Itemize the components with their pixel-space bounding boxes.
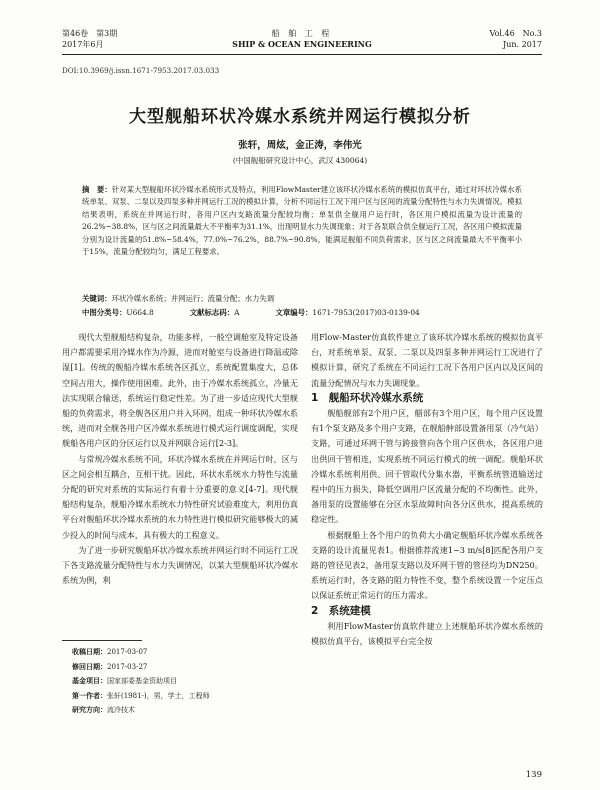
clc-label: 中图分类号： bbox=[82, 308, 127, 317]
revised-date bbox=[72, 660, 298, 675]
fund bbox=[72, 674, 298, 689]
section-heading-1: 1 舰船环状冷媒水系统 bbox=[311, 391, 424, 404]
issue-date-en: Jun. 2017 bbox=[503, 40, 542, 49]
keywords bbox=[82, 293, 522, 304]
research-value: 流冷技术 bbox=[107, 706, 135, 714]
doi: DOI:10.3969/j.issn.1671-7953.2017.03.033 bbox=[62, 66, 220, 75]
section-heading-2: 2 系统建模 bbox=[311, 604, 371, 617]
classification-line bbox=[82, 307, 522, 318]
document-code bbox=[190, 307, 240, 318]
author-label: 第一作者： bbox=[72, 690, 107, 700]
article-label: 文章编号： bbox=[275, 308, 313, 317]
body-paragraph: 根据舰船上各个用户的负荷大小确定舰船环状冷媒水系统各支路的设计流量见表1。根据推荐流速1~3 m/s[8]匹配各用户支路的管径见表2，备用泵支路以及环网干管的管径均为DN250。系统运行时，各支路的阻力特性不变，整个系统设置一个定压点以保证系统正常运行的压力需求。 bbox=[311, 529, 543, 601]
affiliation: (中国舰船研究设计中心，武汉 430064) bbox=[232, 156, 368, 165]
received-value: 2017-03-07 bbox=[107, 648, 148, 656]
abstract bbox=[82, 184, 522, 258]
article-value: 1671-7953(2017)03-0139-04 bbox=[312, 308, 420, 317]
journal-name-en: SHIP & OCEAN ENGINEERING bbox=[232, 39, 372, 49]
received-label: 收稿日期： bbox=[72, 647, 107, 656]
volume-issue: 第46卷 第3期 bbox=[62, 29, 118, 38]
abstract-label: 摘 要： bbox=[82, 185, 112, 194]
body-paragraph: 用Flow-Master仿真软件建立了该环状冷媒水系统的模拟仿真平台，对系统单泵、双泵、二泵以及四泵多种并网运行工况进行了模拟计算，研究了系统在不同运行工况下各用户区内以及区间的流量分配情况与水力失调现象。 bbox=[311, 332, 543, 388]
issue-date: 2017年6月 bbox=[62, 40, 104, 49]
fund-label: 基金项目： bbox=[72, 676, 107, 685]
body-paragraph: 舰船舰部有2个用户区，艏部有3个用户区，每个用户区设置有1个泵支路及多个用户支路，在舰船舯部设置备用泵（冷气站）支路，可通过环网干管与跨接管向各个用户区供水，各区用户进出供回干管相连，实现系统不同运行模式的统一调配。舰船环状冷媒水系统利用供、回干管取代分集水器，平衡系统管道输送过程中的压力损失，降低空调用户区流量分配的不均衡性。此外，备用泵的设置能够在分区水泵故障时向各分区供水，提高系统的稳定性。 bbox=[311, 408, 543, 525]
doc-code-value: A bbox=[234, 308, 240, 317]
header-rule bbox=[62, 54, 542, 55]
keywords-label: 关键词： bbox=[82, 294, 112, 303]
research-direction bbox=[72, 703, 298, 718]
body-paragraph: 与常规冷媒水系统不同，环状冷媒水系统在并网运行时，区与区之间会相互耦合，互相干扰。因此，环状水系统水力特性与流量分配的研究对系统的实际运行有着十分重要的意义[4-7]。现代舰船结构复杂，舰船冷媒水系统水力特性研究试验难度大，利用仿真平台对舰船环状冷媒水系统的水力特性进行模拟研究能够极大的减少投入的时间与成本，具有极大的工程意义。 bbox=[62, 453, 298, 540]
volume-issue-en: Vol.46 No.3 bbox=[489, 29, 542, 38]
abstract-text: 针对某大型舰船环状冷媒水系统形式及特点，利用FlowMaster建立该环状冷媒水系统的模拟仿真平台，通过对环状冷媒水系统单泵、双泵、二泵以及四泵多种并网运行工况的模拟计算，分析不同运行工况下用户区与区间的流量分配特性与水力失调情况。模拟结果表明，系统在并网运行时，各用户区内支路流量分配较均衡；单泵供全舰用户运行时，各区用户模拟流量为设计流量的26.2%~38.8%，区与区之间流量最大不平衡率为31.1%，出现明显水力失调现象；对于各泵联合供全舰运行工况，各区用户模拟流量分别为设计流量的51.8%~58.4%，77.0%~76.2%，88.7%~90.8%，能满足舰船不同负荷需求，区与区之间流量最大不平衡率小于15%，流量分配较均匀，满足工程要求。 bbox=[82, 185, 522, 257]
header-center bbox=[62, 28, 542, 50]
keywords-text: 环状冷媒水系统；并网运行；流量分配；水力失调 bbox=[111, 294, 275, 303]
article-number bbox=[275, 307, 419, 318]
first-author bbox=[72, 689, 298, 704]
body-paragraph: 为了进一步研究舰船环状冷媒水系统并网运行时不同运行工况下各支路流量分配特性与水力失调情况，以某大型舰船环状冷媒水系统为例，利 bbox=[62, 544, 298, 586]
footnote bbox=[72, 645, 298, 718]
body-paragraph: 利用FlowMaster仿真软件建立上述舰船环状冷媒水系统的模拟仿真平台，该模拟平台完全按 bbox=[311, 620, 543, 647]
body-paragraph: 现代大型舰船结构复杂，功能多样，一般空调舱室及特定设备用户都需要采用冷媒水作为冷源，进而对舱室与设备进行降温或除湿[1]。传统的舰船冷媒水系统各区孤立，系统配置集度大，总体空间占用大，操作使用困难。此外，由于冷媒水系统孤立，冷量无法实现联合输送，系统运行稳定性差。为了进一步适应现代大型舰船的负荷需求，将全舰各区用户并入环网，组成一种环状冷媒水系统，进而对全舰各用户区冷媒水系统进行模式运行调度调配，实现舰船各用户区的分区运行以及并网联合运行[2-3]。 bbox=[62, 332, 298, 449]
clc-number bbox=[82, 307, 154, 318]
page-number: 139 bbox=[525, 770, 542, 780]
fund-value: 国家部委基金资助项目 bbox=[107, 677, 177, 685]
author-value: 张轩(1981-)，男，学士，工程师 bbox=[107, 691, 210, 700]
revised-label: 修回日期： bbox=[72, 661, 107, 671]
header-right bbox=[490, 28, 542, 50]
clc-value: U664.8 bbox=[126, 308, 154, 317]
footnote-rule bbox=[62, 640, 142, 641]
revised-value: 2017-03-27 bbox=[107, 662, 148, 671]
journal-name-cn: 船 舶 工 程 bbox=[271, 29, 333, 38]
right-column bbox=[311, 330, 543, 649]
received-date bbox=[72, 645, 298, 660]
paper-title: 大型舰船环状冷媒水系统并网运行模拟分析 bbox=[129, 107, 471, 127]
research-label: 研究方向： bbox=[72, 705, 107, 714]
author-list: 张轩，周炫，金正涛，李伟光 bbox=[238, 140, 362, 151]
doc-code-label: 文献标志码： bbox=[189, 308, 235, 317]
left-column bbox=[62, 330, 298, 588]
running-header bbox=[62, 24, 542, 58]
